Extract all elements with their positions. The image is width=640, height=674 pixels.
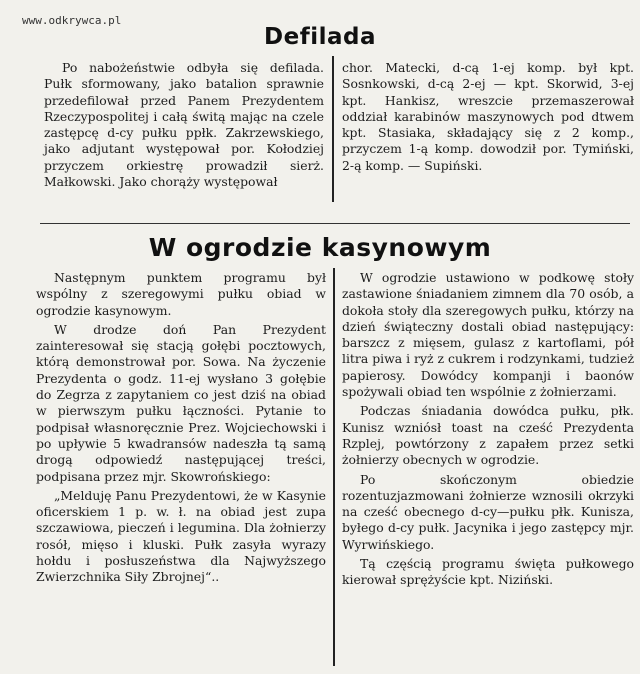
column-divider [333, 268, 335, 666]
paragraph: Tą częścią programu święta pułkowego kierował sprężyście kpt. Niziński. [342, 556, 634, 588]
paragraph: W ogrodzie ustawiono w podkowę stoły zastawione śniadaniem zimnem dla 70 osób, a dokoła stoły dla szeregowych pułku, którzy na dzień świąteczny dostali obiad następujący: barszcz z mięsem, gulasz z kartoflami, pół litra piwa i ryż z cukrem i rodzynkami, tudzież papierosy. Dowódcy kompanji i baonów spożywali obiad ten wspólnie z żołnierzami. [342, 270, 634, 400]
section-divider [40, 223, 630, 224]
headline-w-ogrodzie-kasynowym: W ogrodzie kasynowym [148, 233, 492, 262]
paragraph: Następnym punktem programu był wspólny z szeregowymi pułku obiad w ogrodzie kasynowym. [36, 270, 326, 318]
paragraph: Po nabożeństwie odbyła się defilada. Pułk sformowany, jako batalion sprawnie przedefilował przed Panem Prezydentem Rzeczypospolitej i całą świtą mając na czele zastępcę d-cy pułku ppłk. Zakrzewskiego, jako adjutant występował por. Kołodziej przyczem orkiestrę prowadził sierż. Małkowski. Jako chorąży występował [44, 60, 324, 190]
section2-right-column [342, 270, 634, 589]
paragraph: Po skończonym obiedzie rozentuzjazmowani żołnierze wznosili okrzyki na cześć obecnego d-cy—pułku płk. Kunisza, byłego d-cy pułk. Jacynika i jego zastępcy mjr. Wyrwińskiego. [342, 471, 634, 552]
paragraph: Podczas śniadania dowódca pułku, płk. Kunisz wzniósł toast na cześć Prezydenta Rzplej, powtórzony z zapałem przez setki żołnierzy obecnych w ogrodzie. [342, 403, 634, 468]
paragraph: W drodze doń Pan Prezydent zainteresował się stacją gołębi pocztowych, którą demonstrował por. Sowa. Na życzenie Prezydenta o godz. 11-ej wysłano 3 gołębie do Zegrza z zapytaniem co jest dziś na obiad w pierwszym pułku łączności. Pytanie to podpisał własnoręcznie Prez. Wojciechowski i po upływie 5 kwadransów nadeszła tą samą drogą odpowiedź następującej treści, podpisana przez mjr. Skowrońskiego: [36, 321, 326, 484]
paragraph: chor. Matecki, d-cą 1-ej komp. był kpt. Sosnkowski, d-cą 2-ej — kpt. Skorwid, 3-ej kpt. Hankisz, wreszcie przemaszerował oddział karabinów maszynowych pod dtwem kpt. Stasiaka, składający się z 2 komp., przyczem 1-ą komp. dowodził por. Tymiński, 2-ą komp. — Supiński. [342, 60, 634, 173]
section2-left-column [36, 270, 326, 586]
section1-right-column [342, 60, 634, 174]
section1-left-column [44, 60, 324, 190]
watermark: www.odkrywca.pl [22, 14, 122, 27]
quoted-telegram: „Melduję Panu Prezydentowi, że w Kasynie oficerskiem 1 p. w. ł. na obiad jest zupa szczawiowa, pieczeń i legumina. Dla żołnierzy rosół, mięso i kluski. Pułk zasyła wyrazy hołdu i posłuszeństwa dla Najwyższego Zwierzchnika Siły Zbrojnej“.. [36, 487, 326, 585]
headline-defilada: Defilada [264, 24, 376, 50]
column-divider [332, 56, 334, 202]
